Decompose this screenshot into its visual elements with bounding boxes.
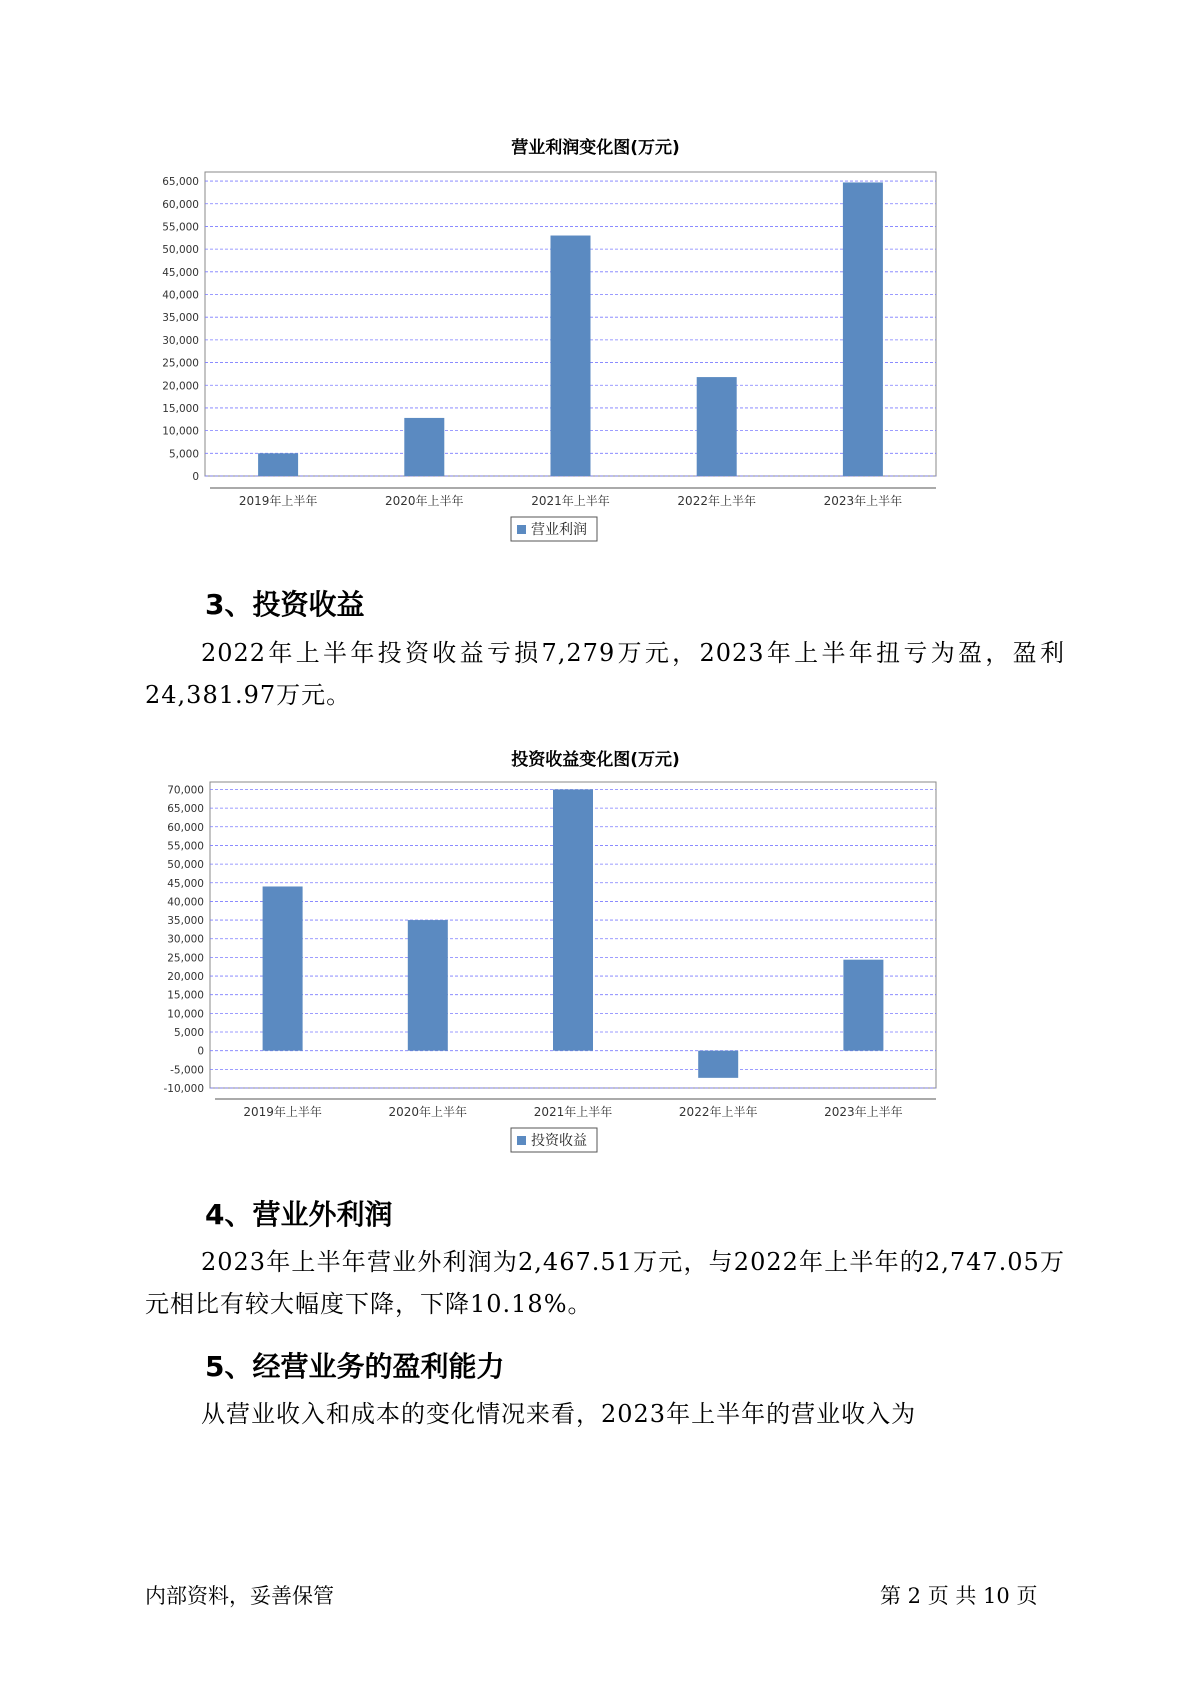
y-tick-label: 40,000 xyxy=(162,289,199,302)
y-tick-label: 20,000 xyxy=(162,380,199,393)
legend-swatch xyxy=(517,1136,526,1145)
section5-paragraph: 从营业收入和成本的变化情况来看，2023年上半年的营业收入为 xyxy=(201,1400,917,1428)
legend-label: 营业利润 xyxy=(531,522,587,538)
y-tick-label: 10,000 xyxy=(162,425,199,438)
y-tick-label: 50,000 xyxy=(167,859,204,872)
y-tick-label: 0 xyxy=(197,1045,204,1058)
x-tick-label: 2019年上半年 xyxy=(243,1105,322,1119)
y-tick-label: 70,000 xyxy=(167,784,204,797)
y-tick-label: 65,000 xyxy=(162,176,199,189)
section3-heading: 3、投资收益 xyxy=(205,588,365,621)
bar-2022年上半年 xyxy=(698,1051,738,1078)
x-tick-label: 2023年上半年 xyxy=(824,1105,903,1119)
y-tick-label: 50,000 xyxy=(162,244,199,257)
y-tick-label: 35,000 xyxy=(167,915,204,928)
x-tick-label: 2022年上半年 xyxy=(677,494,756,508)
y-tick-label: 30,000 xyxy=(167,933,204,946)
y-tick-label: 45,000 xyxy=(167,877,204,890)
legend xyxy=(511,1128,597,1152)
y-tick-label: 5,000 xyxy=(173,1027,204,1040)
x-tick-label: 2020年上半年 xyxy=(388,1105,468,1119)
section5-heading: 5、经营业务的盈利能力 xyxy=(205,1350,505,1383)
y-tick-label: 35,000 xyxy=(162,312,199,325)
y-tick-label: 25,000 xyxy=(162,357,199,370)
section3-paragraph: 2022年上半年投资收益亏损7,279万元，2023年上半年扭亏为盈，盈利24,381.97万元。 xyxy=(145,639,1065,709)
footer-page-number: 第 2 页 共 10 页 xyxy=(880,1584,1038,1608)
y-tick-label: -10,000 xyxy=(163,1083,204,1095)
x-tick-label: 2021年上半年 xyxy=(531,494,610,508)
y-tick-label: 20,000 xyxy=(167,971,204,984)
y-tick-label: 40,000 xyxy=(167,896,204,909)
bar-2020年上半年 xyxy=(408,920,448,1051)
legend-label: 投资收益 xyxy=(531,1133,587,1149)
y-tick-label: 65,000 xyxy=(167,803,204,816)
chart2-title: 投资收益变化图(万元) xyxy=(511,750,680,770)
y-tick-label: 60,000 xyxy=(167,821,204,834)
y-tick-label: 45,000 xyxy=(162,266,199,279)
x-tick-label: 2020年上半年 xyxy=(385,494,464,508)
y-tick-label: 30,000 xyxy=(162,334,199,347)
y-tick-label: 0 xyxy=(192,471,199,483)
y-tick-label: 55,000 xyxy=(162,221,199,234)
x-tick-label: 2019年上半年 xyxy=(238,494,318,508)
y-tick-label: 10,000 xyxy=(167,1008,204,1021)
footer-confidential-note: 内部资料，妥善保管 xyxy=(145,1584,334,1608)
y-tick-label: 15,000 xyxy=(162,402,199,415)
y-tick-label: 5,000 xyxy=(168,448,199,461)
bar-2023年上半年 xyxy=(843,960,883,1051)
bar-2021年上半年 xyxy=(553,789,593,1050)
y-tick-label: 15,000 xyxy=(167,989,204,1002)
chart1-title: 营业利润变化图(万元) xyxy=(511,138,680,158)
y-tick-label: 25,000 xyxy=(167,952,204,965)
section4-heading: 4、营业外利润 xyxy=(205,1198,393,1231)
y-tick-label: 55,000 xyxy=(167,840,204,853)
y-tick-label: -5,000 xyxy=(170,1064,204,1077)
bar-2019年上半年 xyxy=(263,886,303,1050)
x-tick-label: 2023年上半年 xyxy=(823,494,903,508)
x-tick-label: 2022年上半年 xyxy=(678,1105,758,1119)
x-tick-label: 2021年上半年 xyxy=(533,1105,613,1119)
y-tick-label: 60,000 xyxy=(162,198,199,211)
section4-paragraph: 2023年上半年营业外利润为2,467.51万元，与2022年上半年的2,747.05万元相比有较大幅度下降，下降10.18%。 xyxy=(145,1248,1065,1318)
